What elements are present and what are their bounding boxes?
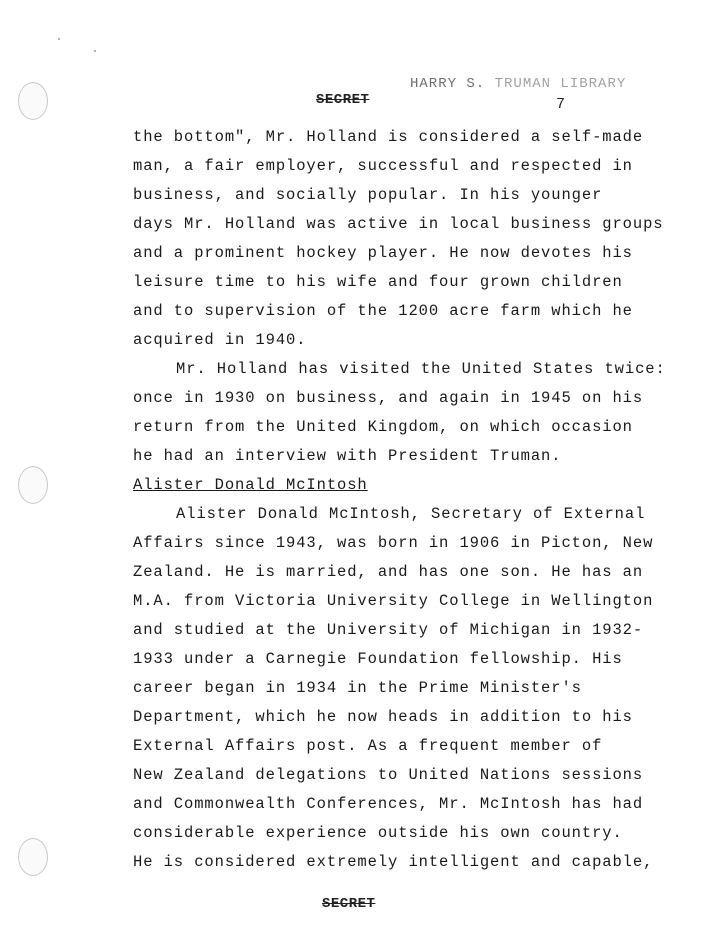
- page-number: 7: [556, 96, 566, 113]
- text-line: Department, which he now heads in addition to his: [133, 708, 633, 726]
- text-line: days Mr. Holland was active in local business groups: [133, 215, 664, 233]
- binder-hole: [18, 838, 48, 876]
- text-line: he had an interview with President Truman.: [133, 447, 562, 465]
- text-line: return from the United Kingdom, on which occasion: [133, 418, 633, 436]
- text-line: leisure time to his wife and four grown children: [133, 273, 623, 291]
- text-line: considerable experience outside his own country.: [133, 824, 623, 842]
- text-line: He is considered extremely intelligent and capable,: [133, 853, 654, 871]
- paper-speck: [58, 38, 60, 40]
- text-line: and studied at the University of Michigan in 1932-: [133, 621, 644, 639]
- text-line: Zealand. He is married, and has one son. He has an: [133, 563, 644, 581]
- text-line: business, and socially popular. In his younger: [133, 186, 603, 204]
- text-line: and a prominent hockey player. He now devotes his: [133, 244, 633, 262]
- classification-header: SECRET: [316, 92, 370, 108]
- library-stamp: HARRY S. TRUMAN LIBRARY: [410, 76, 627, 92]
- text-line: and to supervision of the 1200 acre farm which he: [133, 302, 633, 320]
- binder-hole: [18, 466, 48, 504]
- text-line: Affairs since 1943, was born in 1906 in Picton, New: [133, 534, 654, 552]
- section-heading: Alister Donald McIntosh: [133, 476, 368, 494]
- text-line: Alister Donald McIntosh, Secretary of External: [176, 505, 646, 523]
- text-line: External Affairs post. As a frequent member of: [133, 737, 603, 755]
- text-line: Mr. Holland has visited the United States twice:: [176, 360, 666, 378]
- text-line: 1933 under a Carnegie Foundation fellowship. His: [133, 650, 623, 668]
- text-line: and Commonwealth Conferences, Mr. McIntosh has had: [133, 795, 644, 813]
- binder-hole: [18, 82, 48, 120]
- text-line: the bottom", Mr. Holland is considered a self-made: [133, 128, 644, 146]
- text-line: New Zealand delegations to United Nations sessions: [133, 766, 644, 784]
- text-line: M.A. from Victoria University College in Wellington: [133, 592, 654, 610]
- text-line: man, a fair employer, successful and respected in: [133, 157, 633, 175]
- text-line: acquired in 1940.: [133, 331, 307, 349]
- text-line: once in 1930 on business, and again in 1945 on his: [133, 389, 644, 407]
- text-line: career began in 1934 in the Prime Minister's: [133, 679, 582, 697]
- classification-footer: SECRET: [322, 896, 376, 912]
- paper-speck: [94, 50, 96, 52]
